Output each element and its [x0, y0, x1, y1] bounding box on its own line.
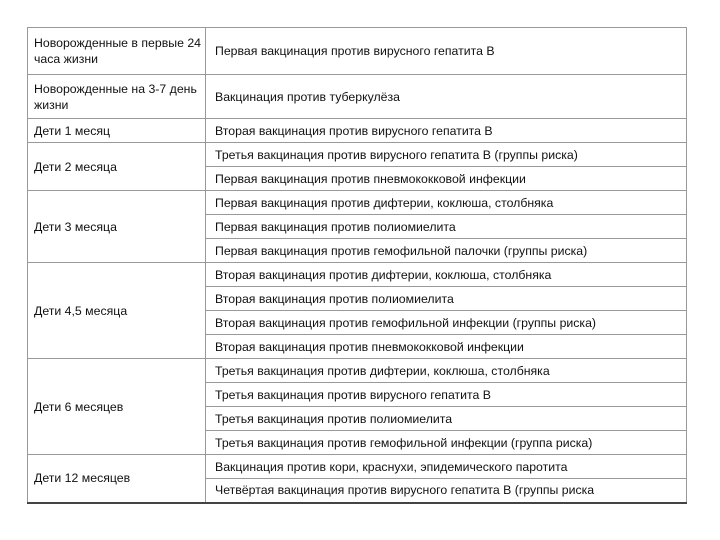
table-row	[28, 119, 687, 143]
table-row	[28, 75, 687, 119]
vaccination-cell: Третья вакцинация против вирусного гепатита В	[206, 383, 687, 407]
table-row	[28, 28, 687, 75]
vaccination-cell: Третья вакцинация против гемофильной инфекции (группа риска)	[206, 431, 687, 455]
vaccination-cell: Вторая вакцинация против дифтерии, коклюша, столбняка	[206, 263, 687, 287]
age-cell: Дети 4,5 месяца	[28, 263, 206, 359]
vaccination-cell: Третья вакцинация против вирусного гепатита В (группы риска)	[206, 143, 687, 167]
vaccination-cell: Вторая вакцинация против пневмококковой инфекции	[206, 335, 687, 359]
vaccination-cell: Первая вакцинация против гемофильной палочки (группы риска)	[206, 239, 687, 263]
vaccination-cell: Первая вакцинация против пневмококковой инфекции	[206, 167, 687, 191]
age-cell: Дети 1 месяц	[28, 119, 206, 143]
table-row	[28, 191, 687, 215]
vaccination-cell: Первая вакцинация против дифтерии, коклюша, столбняка	[206, 191, 687, 215]
age-cell: Дети 12 месяцев	[28, 455, 206, 503]
age-cell: Дети 6 месяцев	[28, 359, 206, 455]
vaccination-schedule-body	[28, 28, 687, 503]
age-cell: Дети 2 месяца	[28, 143, 206, 191]
vaccination-cell: Вторая вакцинация против вирусного гепатита В	[206, 119, 687, 143]
age-cell: Новорожденные на 3-7 день жизни	[28, 75, 206, 119]
table-row	[28, 143, 687, 167]
vaccination-cell: Третья вакцинация против дифтерии, коклюша, столбняка	[206, 359, 687, 383]
vaccination-cell: Первая вакцинация против вирусного гепатита В	[206, 28, 687, 75]
table-row	[28, 263, 687, 287]
vaccination-cell: Вакцинация против туберкулёза	[206, 75, 687, 119]
vaccination-cell: Вторая вакцинация против гемофильной инфекции (группы риска)	[206, 311, 687, 335]
vaccination-cell: Вторая вакцинация против полиомиелита	[206, 287, 687, 311]
vaccination-cell: Четвёртая вакцинация против вирусного гепатита В (группы риска	[206, 479, 687, 503]
vaccination-cell: Первая вакцинация против полиомиелита	[206, 215, 687, 239]
table-row	[28, 359, 687, 383]
vaccination-schedule-table	[27, 27, 687, 504]
vaccination-cell: Вакцинация против кори, краснухи, эпидемического паротита	[206, 455, 687, 479]
vaccination-cell: Третья вакцинация против полиомиелита	[206, 407, 687, 431]
age-cell: Дети 3 месяца	[28, 191, 206, 263]
age-cell: Новорожденные в первые 24 часа жизни	[28, 28, 206, 75]
table-row	[28, 455, 687, 479]
